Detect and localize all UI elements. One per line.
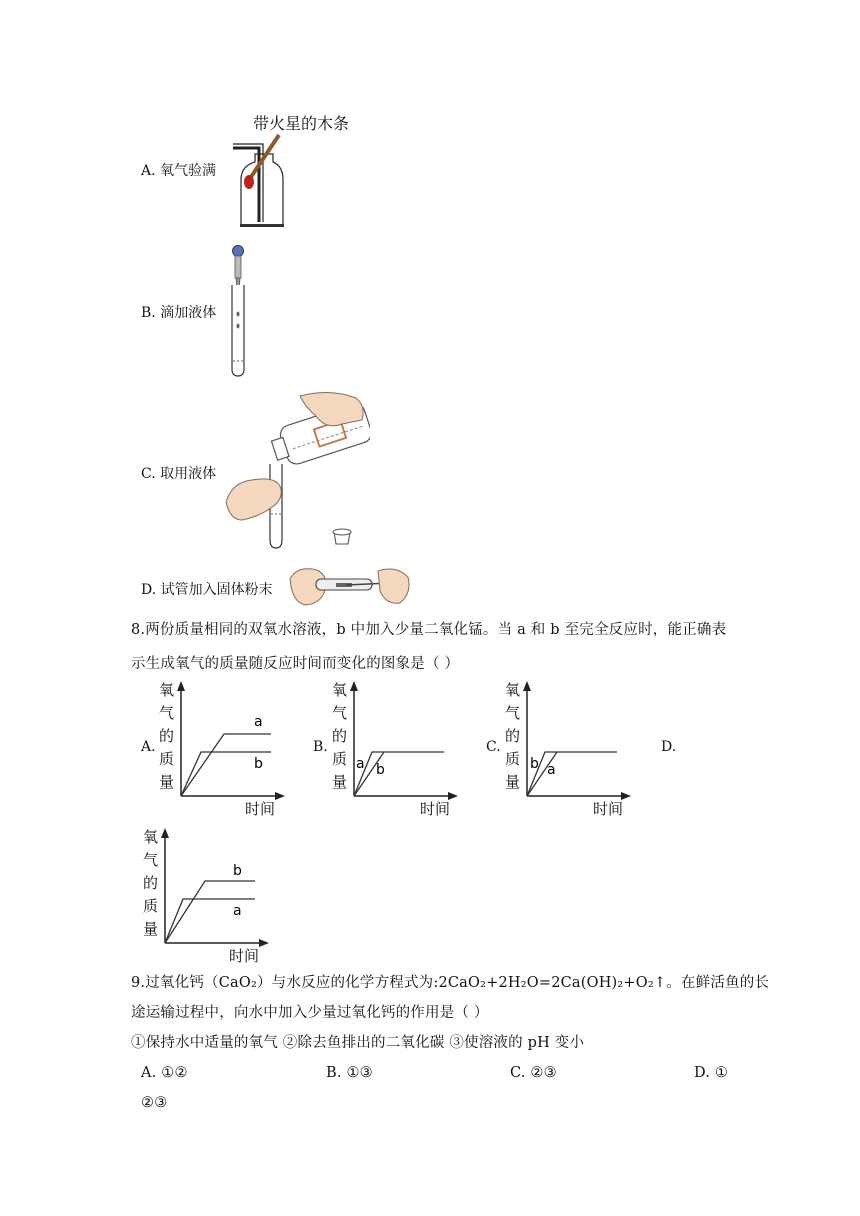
svg-text:气: 气 (332, 704, 348, 722)
svg-text:质: 质 (143, 897, 159, 915)
svg-text:b: b (233, 863, 242, 879)
option-c-label: C. 取用液体 (141, 466, 217, 482)
option-a-label: A. 氧气验满 (141, 163, 217, 179)
svg-text:气: 气 (505, 704, 521, 722)
oxygen-check-figure (225, 108, 365, 234)
q9-option-c: C. ②③ (510, 1065, 557, 1081)
graph-b (326, 676, 466, 825)
q8-stem-line1: 8.两份质量相同的双氧水溶液，b 中加入少量二氧化锰。当 a 和 b 至完全反应时，能正确表 (131, 622, 727, 638)
svg-text:的: 的 (143, 874, 159, 892)
svg-text:氧: 氧 (332, 681, 348, 699)
q9-option-b: B. ①③ (326, 1065, 373, 1081)
svg-text:气: 气 (143, 851, 159, 869)
svg-text:的: 的 (159, 727, 175, 745)
svg-text:a: a (233, 903, 242, 919)
svg-text:时间: 时间 (229, 947, 260, 965)
svg-text:a: a (254, 714, 263, 730)
svg-text:时间: 时间 (593, 800, 624, 818)
q9-statements: ①保持水中适量的氧气 ②除去鱼排出的二氧化碳 ③使溶液的 pH 变小 (131, 1035, 585, 1051)
svg-text:量: 量 (505, 773, 521, 791)
graph-a (153, 676, 293, 825)
svg-text:量: 量 (159, 773, 175, 791)
q8-stem-line2: 示生成氧气的质量随反应时间而变化的图象是（ ） (131, 656, 460, 672)
svg-text:b: b (254, 756, 263, 772)
q9-option-d: D. ① (694, 1065, 729, 1081)
q9-option-a: A. ①② (141, 1065, 188, 1081)
svg-text:气: 气 (159, 704, 175, 722)
svg-text:质: 质 (505, 750, 521, 768)
svg-text:b: b (530, 756, 539, 772)
svg-text:的: 的 (505, 727, 521, 745)
svg-text:量: 量 (332, 773, 348, 791)
add-powder-figure (286, 561, 414, 613)
q8-option-d-label: D. (661, 739, 677, 755)
q9-stem-line2: 途运输过程中，向水中加入少量过氧化钙的作用是（ ） (131, 1005, 489, 1021)
pour-liquid-figure (222, 390, 370, 558)
svg-text:a: a (547, 762, 556, 778)
q8-option-b-label: B. (313, 739, 328, 755)
figure-caption: 带火星的木条 (253, 114, 350, 133)
q9-option-d-cont: ②③ (141, 1095, 168, 1111)
svg-text:质: 质 (332, 750, 348, 768)
q8-option-a-label: A. (141, 739, 156, 755)
svg-text:a: a (356, 756, 365, 772)
graph-c (499, 676, 639, 825)
option-b-label: B. 滴加液体 (141, 305, 217, 321)
q9-stem-line1: 9.过氧化钙（CaO₂）与水反应的化学方程式为:2CaO₂+2H₂O=2Ca(OH)₂+O₂↑。在鲜活鱼的长 (131, 975, 770, 991)
option-d-label: D. 试管加入固体粉末 (141, 582, 273, 598)
q8-option-c-label: C. (486, 739, 501, 755)
svg-text:b: b (376, 762, 385, 778)
svg-text:质: 质 (159, 750, 175, 768)
dropper-figure (224, 243, 256, 383)
svg-text:氧: 氧 (143, 828, 159, 846)
svg-text:氧: 氧 (159, 681, 175, 699)
svg-text:时间: 时间 (420, 800, 451, 818)
svg-text:量: 量 (143, 920, 159, 938)
svg-text:时间: 时间 (245, 800, 276, 818)
svg-text:的: 的 (332, 727, 348, 745)
svg-text:氧: 氧 (505, 681, 521, 699)
graph-d (137, 823, 277, 972)
